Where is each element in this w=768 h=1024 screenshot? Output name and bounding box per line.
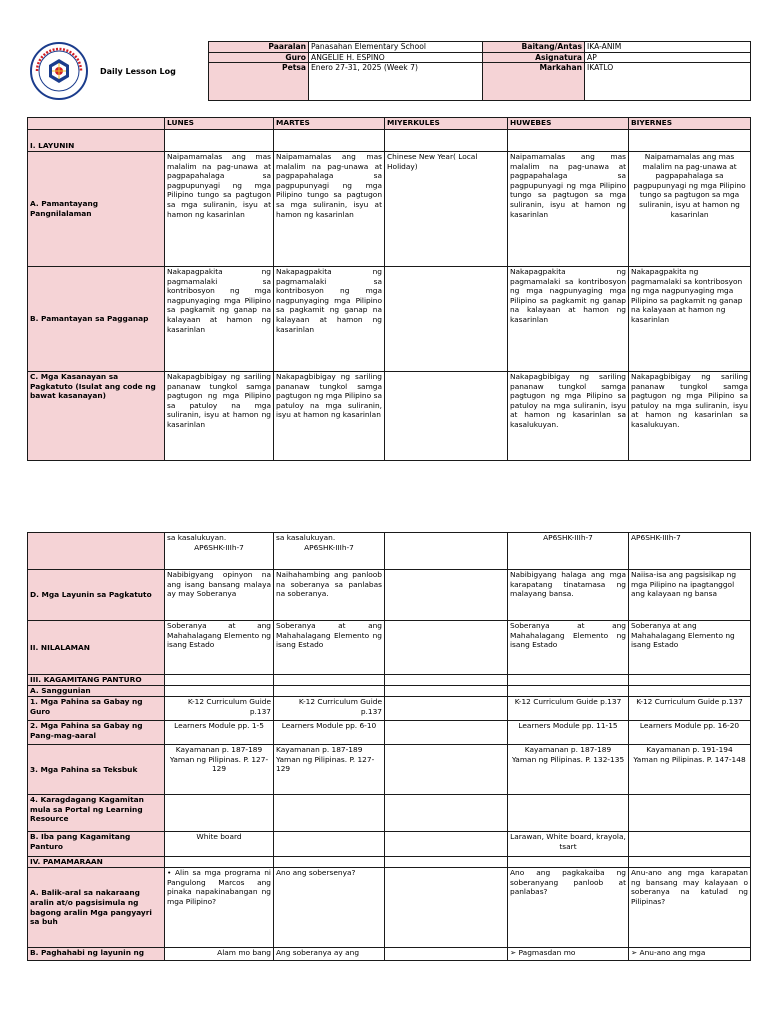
table-cell (385, 721, 508, 745)
cell (385, 130, 508, 152)
table-cell: Larawan, White board, krayola, tsart (508, 832, 629, 857)
subject-label: Asignatura (483, 52, 585, 63)
cell-line: Yaman ng Pilipinas. P. 127-129 (169, 754, 269, 774)
section-pamamaraan: IV. PAMAMARAAN (28, 857, 165, 868)
table-cell: Naipamamalas ang mas malalim na pag-unawa at pagpapahalaga sa pagpupunyagi ng mga Pilipino tungo sa pagtugon sa mga suliranin, isyu at hamon ng kasarinlan (508, 152, 629, 267)
lesson-log-table-page2 (27, 532, 751, 961)
cell (385, 686, 508, 697)
table-cell: White board (165, 832, 274, 857)
table-cell (274, 795, 385, 832)
row-label-kasanayan-sa-pagkatuto: C. Mga Kasanayan sa Pagkatuto (Isulat ang code ng bawat kasanayan) (28, 372, 165, 461)
day-header-martes: MARTES (274, 118, 385, 130)
row-label-iba-pang-kagamitan: B. Iba pang Kagamitang Panturo (28, 832, 165, 857)
table-cell (385, 948, 508, 961)
table-cell: Ang soberanya ay ang (274, 948, 385, 961)
table-cell (508, 745, 629, 795)
table-cell (385, 832, 508, 857)
cell-line: Kayamanan p. 191-194 (646, 745, 733, 754)
competency-code: AP6SHK-IIIh-7 (304, 542, 354, 552)
cell (508, 675, 629, 686)
cell (165, 675, 274, 686)
table-cell (274, 745, 385, 795)
table-cell (385, 868, 508, 948)
table-cell: Chinese New Year( Local Holiday) (385, 152, 508, 267)
competency-code: AP6SHK-IIIh-7 (543, 533, 593, 542)
table-cell (165, 795, 274, 832)
deped-seal-logo (28, 41, 90, 101)
row-label-gabay-guro: 1. Mga Pahina sa Gabay ng Guro (28, 697, 165, 721)
cell-line: Yaman ng Pilipinas. P. 147-148 (633, 754, 746, 764)
row-label-layunin-sa-pagkatuto: D. Mga Layunin sa Pagkatuto (28, 570, 165, 621)
day-header-lunes: LUNES (165, 118, 274, 130)
row-label-karagdagang-kagamitan: 4. Karagdagang Kagamitan mula sa Portal ng Learning Resource (28, 795, 165, 832)
table-cell: Soberanya at ang Mahahalagang Elemento ng isang Estado (165, 621, 274, 675)
cell (508, 130, 629, 152)
table-cell: Soberanya at ang Mahahalagang Elemento ng isang Estado (629, 621, 751, 675)
continuation-label (28, 533, 165, 570)
grade-value: IKA-ANIM (585, 42, 751, 53)
day-header-miyerkules: MIYERKULES (385, 118, 508, 130)
table-cell (508, 533, 629, 570)
cell (165, 686, 274, 697)
row-label-balik-aral: A. Balik-aral sa nakaraang aralin at/o pagsisimula ng bagong aralin Mga pangyayri sa buh (28, 868, 165, 948)
table-cell (385, 795, 508, 832)
table-cell (165, 745, 274, 795)
table-cell (385, 570, 508, 621)
table-cell: Ano ang sobersenya? (274, 868, 385, 948)
date-label: Petsa (209, 63, 309, 101)
table-cell (385, 621, 508, 675)
table-cell (385, 697, 508, 721)
cell-line: Yaman ng Pilipinas. P. 127-129 (276, 754, 375, 774)
table-cell (629, 745, 751, 795)
cell (274, 686, 385, 697)
table-cell (629, 533, 751, 570)
date-value: Enero 27-31, 2025 (Week 7) (309, 63, 483, 101)
table-cell (385, 533, 508, 570)
cell (629, 686, 751, 697)
table-cell: K-12 Curriculum Guide p.137 (629, 697, 751, 721)
quarter-label: Markahan (483, 63, 585, 101)
row-label-gabay-mag-aaral: 2. Mga Pahina sa Gabay ng Pang-mag-aaral (28, 721, 165, 745)
table-cell: Nakapagbibigay ng sariling pananaw tungkol samga pagtugon ng mga Pilipino sa patuloy na mga suliranin, isyu at hamon ng kasarinlan sa kasalukuyan. (629, 372, 751, 461)
table-cell: Soberanya at ang Mahahalagang Elemento ng isang Estado (508, 621, 629, 675)
day-header-biyernes: BIYERNES (629, 118, 751, 130)
day-header-huwebes: HUWEBES (508, 118, 629, 130)
cell (274, 130, 385, 152)
table-cell: Alam mo bang (165, 948, 274, 961)
competency-code: AP6SHK-IIIh-7 (631, 533, 681, 542)
table-cell: Naihahambing ang panloob na soberanya sa panlabas na soberanya. (274, 570, 385, 621)
table-cell: ➢ Anu-ano ang mga (629, 948, 751, 961)
cell (274, 675, 385, 686)
table-cell (629, 832, 751, 857)
table-cell: Naipamamalas ang mas malalim na pag-unawa at pagpapahalaga sa pagpupunyagi ng mga Pilipino tungo sa pagtugon sa mga suliranin, isyu at hamon ng kasarinlan (165, 152, 274, 267)
table-cell: Nakapagpakita ng pagmamalaki sa kontribosyon ng mga nagpunyaging mga Pilipino sa pagkamit ng ganap na kalayaan at hamon ng kasarinlan (165, 267, 274, 372)
grade-label: Baitang/Antas (483, 42, 585, 53)
table-cell (385, 372, 508, 461)
table-cell: Learners Module pp. 1-5 (165, 721, 274, 745)
table-cell (385, 745, 508, 795)
section-kagamitang-panturo: III. KAGAMITANG PANTURO (28, 675, 165, 686)
table-cell (274, 832, 385, 857)
row-label-pamantayang-pangnilalaman: A. Pamantayang Pangnilalaman (28, 152, 165, 267)
cell (165, 857, 274, 868)
row-label-paghahabi: B. Paghahabi ng layunin ng (28, 948, 165, 961)
page-title: Daily Lesson Log (100, 67, 176, 76)
table-cell: Nakapagbibigay ng sariling pananaw tungkol samga pagtugon ng mga Pilipino sa patuloy na mga suliranin, isyu at hamon ng kasarinlan (274, 372, 385, 461)
quarter-value: IKATLO (585, 63, 751, 101)
cell (508, 686, 629, 697)
table-cell: • Alin sa mga programa ni Pangulong Marcos ang pinaka napakinabangan ng mga Pilipino? (165, 868, 274, 948)
table-cell: Learners Module pp. 6-10 (274, 721, 385, 745)
table-cell (274, 533, 385, 570)
table-cell (165, 533, 274, 570)
lesson-log-table-page1 (27, 117, 751, 461)
table-cell: Learners Module pp. 16-20 (629, 721, 751, 745)
cell (274, 857, 385, 868)
competency-code: AP6SHK-IIIh-7 (194, 542, 244, 552)
table-cell: K-12 Curriculum Guide p.137 (508, 697, 629, 721)
table-cell: Learners Module pp. 11-15 (508, 721, 629, 745)
cell-line: Yaman ng Pilipinas. P. 132-135 (511, 754, 625, 764)
cell-line: Kayamanan p. 187-189 (175, 745, 263, 754)
cell (385, 675, 508, 686)
teacher-label: Guro (209, 52, 309, 63)
cell (629, 675, 751, 686)
table-cell: ➢ Pagmasdan mo (508, 948, 629, 961)
cell-text: sa kasalukuyan. (276, 533, 336, 542)
cell (629, 857, 751, 868)
table-cell: K-12 Curriculum Guide p.137 (274, 697, 385, 721)
subject-value: AP (585, 52, 751, 63)
row-label-teksbuk: 3. Mga Pahina sa Teksbuk (28, 745, 165, 795)
table-cell: Nakapagpakita ng pagmamalaki sa kontribosyon ng mga nagpunyaging mga Pilipino sa pagkamit ng ganap na kalayaan at hamon ng kasarinlan (274, 267, 385, 372)
corner-cell (28, 118, 165, 130)
table-cell: Nakapagbibigay ng sariling pananaw tungkol samga pagtugon ng mga Pilipino sa patuloy na mga suliranin, isyu at hamon ng kasarinlan sa kasalukuyan. (508, 372, 629, 461)
table-cell: Soberanya at ang Mahahalagang Elemento ng isang Estado (274, 621, 385, 675)
table-cell (385, 267, 508, 372)
table-cell: Anu-ano ang mga karapatan ng bansang may kalayaan o soberanya na katulad ng Pilipinas? (629, 868, 751, 948)
row-label-sanggunian: A. Sanggunian (28, 686, 165, 697)
table-cell: Nakapagpakita ng pagmamalaki sa kontribosyon ng mga nagpunyaging mga Pilipino sa pagkamit ng ganap na kalayaan at hamon ng kasarinlan (629, 267, 751, 372)
row-label-pamantayan-sa-pagganap: B. Pamantayan sa Pagganap (28, 267, 165, 372)
section-layunin: I. LAYUNIN (28, 130, 165, 152)
table-cell (629, 795, 751, 832)
section-nilalaman: II. NILALAMAN (28, 621, 165, 675)
header-info-table (208, 41, 751, 101)
cell-line: Kayamanan p. 187-189 (524, 745, 612, 754)
cell-text: sa kasalukuyan. (167, 533, 227, 542)
teacher-value: ANGELIE H. ESPINO (309, 52, 483, 63)
table-cell (508, 795, 629, 832)
cell-line: Kayamanan p. 187-189 (276, 745, 363, 754)
table-cell: Nakapagbibigay ng sariling pananaw tungkol samga pagtugon ng mga Pilipino sa patuloy na mga suliranin, isyu at hamon ng kasarinlan (165, 372, 274, 461)
school-value: Panasahan Elementary School (309, 42, 483, 53)
table-cell: Nabibigyang halaga ang mga karapatang tinatamasa ng malayang bansa. (508, 570, 629, 621)
table-cell: Nakapagpakita ng pagmamalaki sa kontribosyon ng mga nagpunyaging mga Pilipino sa pagkamit ng ganap na kalayaan at hamon ng kasarinlan (508, 267, 629, 372)
table-cell: Naipamamalas ang mas malalim na pag-unawa at pagpapahalaga sa pagpupunyagi ng mga Pilipino tungo sa pagtugon sa mga suliranin, isyu at hamon ng kasarinlan (274, 152, 385, 267)
table-cell: K-12 Curriculum Guide p.137 (165, 697, 274, 721)
cell (629, 130, 751, 152)
table-cell: Nabibigyang opinyon na ang isang bansang malaya ay may Soberanya (165, 570, 274, 621)
table-cell: Naiisa-isa ang pagsisikap ng mga Pilipino na ipagtanggol ang kalayaan ng bansa (629, 570, 751, 621)
cell (385, 857, 508, 868)
table-cell: Naipamamalas ang mas malalim na pag-unawa at pagpapahalaga sa pagpupunyagi ng mga Pilipino tungo sa pagtugon sa mga suliranin, isyu at hamon ng kasarinlan (629, 152, 751, 267)
cell (508, 857, 629, 868)
cell (165, 130, 274, 152)
table-cell: Ano ang pagkakaiba ng soberanyang panloob at panlabas? (508, 868, 629, 948)
school-label: Paaralan (209, 42, 309, 53)
